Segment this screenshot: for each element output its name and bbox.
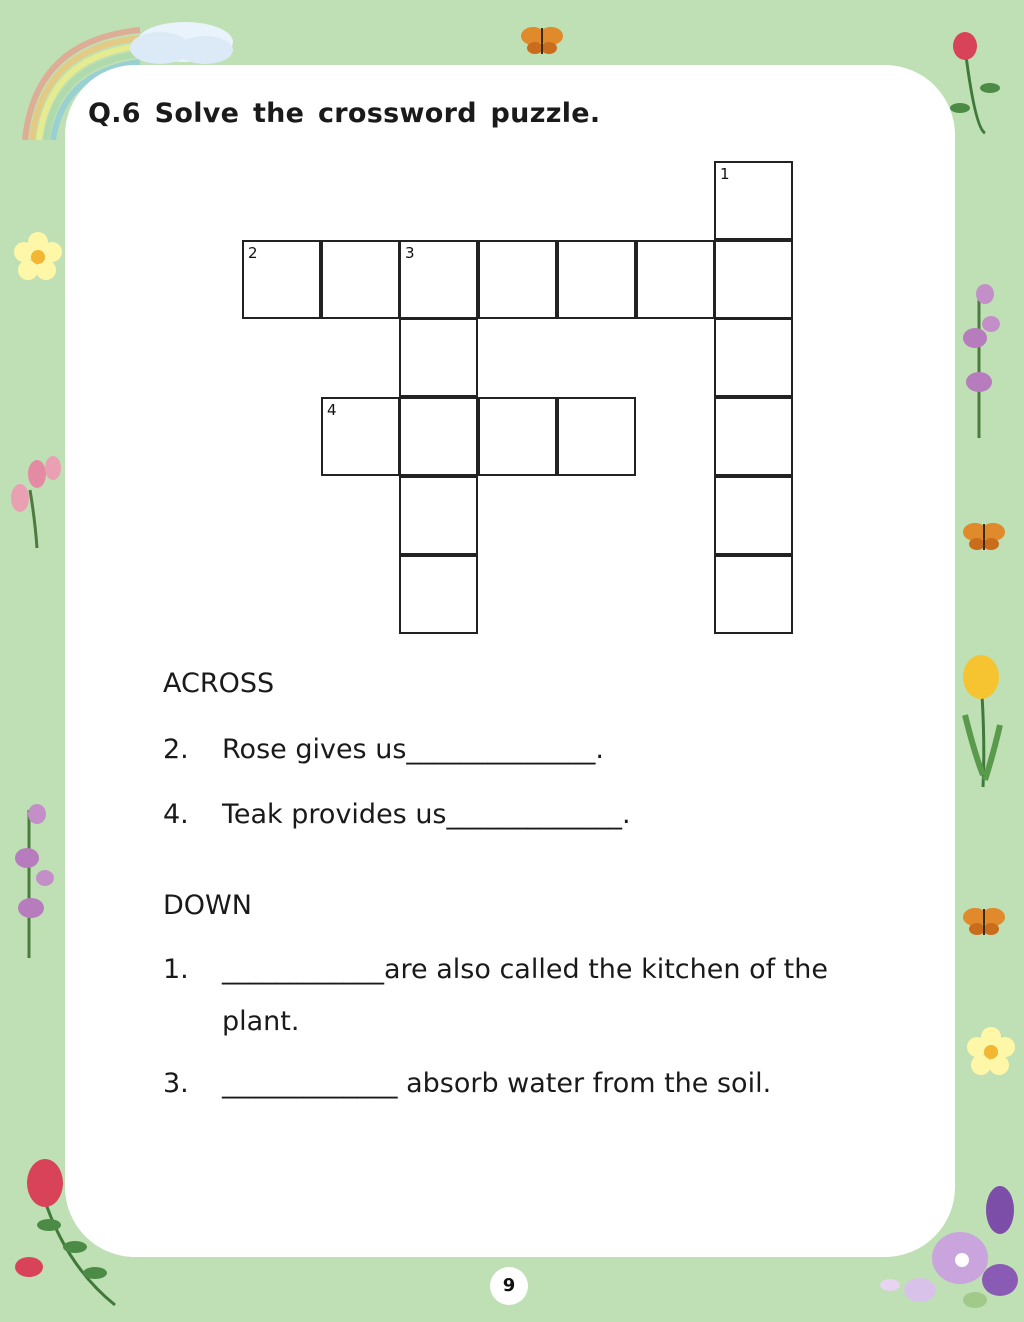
crossword-cell[interactable] [714, 318, 793, 397]
butterfly-icon [520, 22, 564, 58]
crossword-cell[interactable] [714, 161, 793, 240]
clue-number: 1. [163, 954, 189, 985]
crossword-cell[interactable] [714, 555, 793, 634]
crossword-cell[interactable] [399, 555, 478, 634]
crossword-cell[interactable] [399, 397, 478, 476]
cell-number: 4 [327, 401, 337, 419]
butterfly-icon [962, 903, 1006, 939]
crossword-cell[interactable] [242, 240, 321, 319]
crossword-cell[interactable] [399, 476, 478, 555]
butterfly-icon [962, 518, 1006, 554]
question-title: Q.6 Solve the crossword puzzle. [88, 98, 601, 129]
clue-text: ____________are also called the kitchen of the [222, 954, 828, 985]
cell-number: 1 [720, 165, 730, 183]
crossword-cell[interactable] [557, 240, 636, 319]
cell-number: 3 [405, 244, 415, 262]
crossword-cell[interactable] [557, 397, 636, 476]
clue-text: Teak provides us_____________. [222, 799, 631, 830]
crossword-cell[interactable] [321, 240, 400, 319]
tulip-pink-icon [5, 450, 65, 550]
crossword-cell[interactable] [636, 240, 715, 319]
daisy-icon [12, 230, 64, 282]
crossword-cell[interactable] [399, 318, 478, 397]
clue-number: 2. [163, 734, 189, 765]
crossword-cell[interactable] [714, 476, 793, 555]
crossword-cell[interactable] [714, 397, 793, 476]
across-heading: ACROSS [163, 668, 275, 699]
crossword-cell[interactable] [321, 397, 400, 476]
cell-number: 2 [248, 244, 258, 262]
daisy-icon [965, 1025, 1017, 1077]
crossword-cell[interactable] [399, 240, 478, 319]
crossword-cell[interactable] [478, 240, 557, 319]
crossword-cell[interactable] [478, 397, 557, 476]
clue-text: Rose gives us______________. [222, 734, 604, 765]
clue-text: _____________ absorb water from the soil. [222, 1068, 772, 1099]
clue-number: 4. [163, 799, 189, 830]
crossword-cell[interactable] [714, 240, 793, 319]
lilac-branch-icon [5, 800, 65, 960]
tulip-yellow-icon [955, 655, 1010, 790]
lilac-branch-icon [955, 280, 1015, 440]
clue-number: 3. [163, 1068, 189, 1099]
clue-text-line2: plant. [222, 1006, 300, 1037]
down-heading: DOWN [163, 890, 252, 921]
page-number: 9 [490, 1267, 528, 1305]
